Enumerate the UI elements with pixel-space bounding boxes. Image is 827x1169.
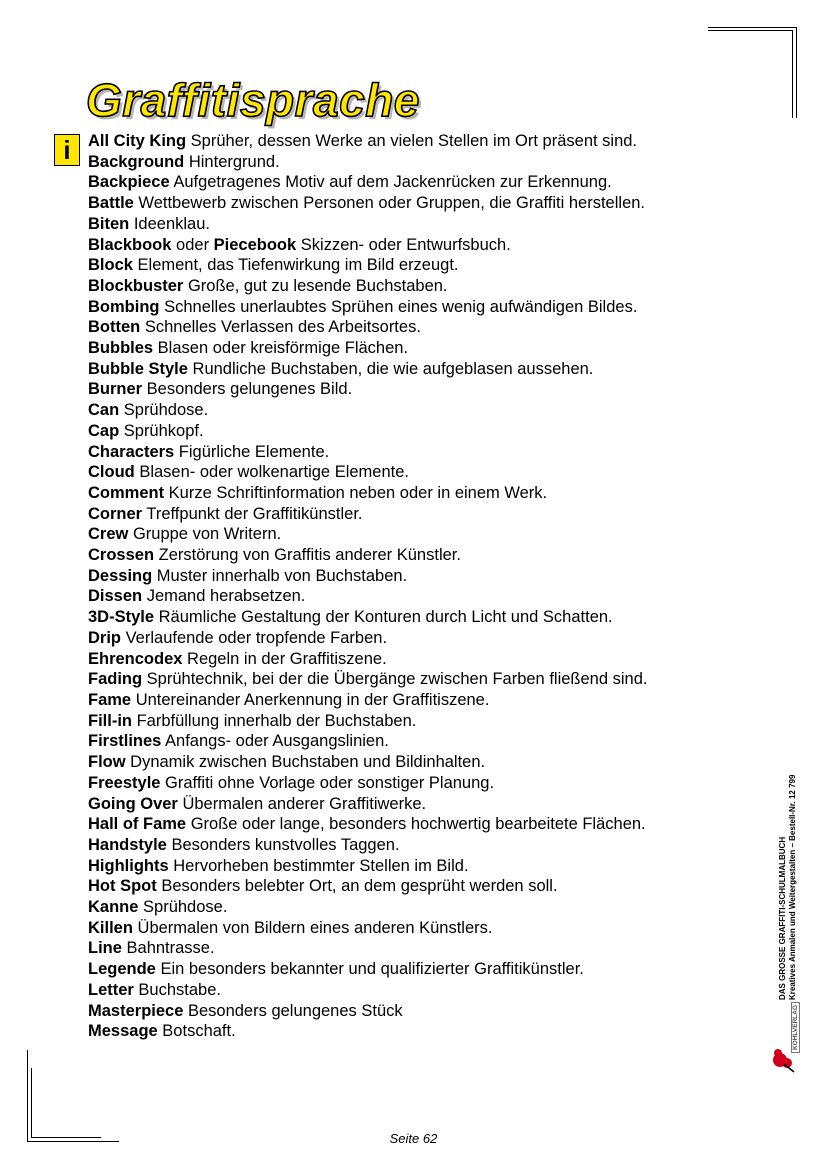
glossary-term: Dessing bbox=[88, 566, 153, 585]
glossary-term: Handstyle bbox=[88, 835, 167, 854]
glossary-entry bbox=[88, 524, 748, 545]
glossary-term: Characters bbox=[88, 442, 175, 461]
glossary-definition: Jemand herabsetzen. bbox=[142, 587, 306, 606]
glossary-entry bbox=[88, 359, 748, 380]
glossary-term: Corner bbox=[88, 504, 143, 523]
glossary-definition: Buchstabe. bbox=[133, 980, 221, 999]
glossary-definition: Bahntrasse. bbox=[121, 939, 215, 958]
glossary-entry bbox=[88, 897, 748, 918]
glossary-definition: Schnelles Verlassen des Arbeitsortes. bbox=[140, 318, 421, 337]
glossary-entry bbox=[88, 172, 748, 193]
glossary-entry bbox=[88, 338, 748, 359]
glossary-entry bbox=[88, 669, 748, 690]
glossary-entry bbox=[88, 814, 748, 835]
glossary-definition: Rundliche Buchstaben, die wie aufgeblasen aussehen. bbox=[187, 359, 594, 378]
glossary-term: All City King bbox=[88, 132, 187, 150]
glossary-term: Blackbook bbox=[88, 235, 172, 254]
info-icon: i bbox=[54, 134, 80, 166]
glossary-entry bbox=[88, 649, 748, 670]
glossary-entry bbox=[88, 752, 748, 773]
glossary-entry bbox=[88, 462, 748, 483]
book-sidebar bbox=[778, 700, 798, 1000]
glossary-term: Flow bbox=[88, 753, 126, 772]
glossary-term: Block bbox=[88, 256, 133, 275]
glossary-term: Can bbox=[88, 401, 120, 420]
glossary-definition: Übermalen anderer Graffitiwerke. bbox=[177, 794, 427, 813]
book-series-title: DAS GROSSE GRAFFITI-SCHULMALBUCH bbox=[778, 836, 787, 1000]
glossary-entry bbox=[88, 959, 748, 980]
corner-frame-bottom-v1 bbox=[27, 1050, 28, 1142]
glossary-list bbox=[88, 131, 748, 1042]
glossary-term: Crossen bbox=[88, 546, 155, 565]
glossary-definition: Zerstörung von Graffitis anderer Künstler. bbox=[154, 546, 461, 565]
glossary-entry bbox=[88, 379, 748, 400]
glossary-term: Botten bbox=[88, 318, 141, 337]
glossary-term: Blockbuster bbox=[88, 276, 184, 295]
glossary-definition: Treffpunkt der Graffitikünstler. bbox=[142, 504, 363, 523]
glossary-term: Comment bbox=[88, 483, 165, 502]
glossary-definition: Übermalen von Bildern eines anderen Künstlers. bbox=[132, 918, 493, 937]
corner-frame-top-h1 bbox=[708, 27, 796, 28]
glossary-term: Masterpiece bbox=[88, 1001, 184, 1020]
glossary-term: Biten bbox=[88, 214, 130, 233]
glossary-term: Letter bbox=[88, 980, 134, 999]
glossary-entry bbox=[88, 255, 748, 276]
glossary-definition: Besonders gelungenes Stück bbox=[183, 1001, 403, 1020]
glossary-entry bbox=[88, 131, 748, 152]
glossary-definition: Farbfüllung innerhalb der Buchstaben. bbox=[132, 711, 417, 730]
glossary-term: Kanne bbox=[88, 898, 139, 917]
page-number: Seite 62 bbox=[389, 1131, 438, 1146]
glossary-definition: Große, gut zu lesende Buchstaben. bbox=[183, 276, 448, 295]
glossary-definition: Sprühdose. bbox=[138, 898, 228, 917]
glossary-definition: Besonders kunstvolles Taggen. bbox=[166, 835, 400, 854]
glossary-entry bbox=[88, 731, 748, 752]
publisher-logo-text: KOHLVERLAG bbox=[792, 1001, 801, 1052]
glossary-definition: Verlaufende oder tropfende Farben. bbox=[121, 628, 388, 647]
glossary-definition: Gruppe von Writern. bbox=[128, 525, 282, 544]
glossary-entry bbox=[88, 773, 748, 794]
glossary-term: Dissen bbox=[88, 587, 143, 606]
glossary-term: Bombing bbox=[88, 297, 160, 316]
glossary-entry bbox=[88, 442, 748, 463]
glossary-term: Drip bbox=[88, 628, 121, 647]
glossary-term: Cloud bbox=[88, 463, 135, 482]
glossary-entry bbox=[88, 504, 748, 525]
glossary-definition: Hintergrund. bbox=[184, 152, 280, 171]
glossary-term: Fame bbox=[88, 690, 132, 709]
glossary-definition: Schnelles unerlaubtes Sprühen eines wenig aufwändigen Bildes. bbox=[159, 297, 638, 316]
glossary-entry bbox=[88, 483, 748, 504]
glossary-entry bbox=[88, 317, 748, 338]
glossary-definition: Ein besonders bekannter und qualifizierter Graffitikünstler. bbox=[155, 960, 584, 979]
glossary-entry bbox=[88, 628, 748, 649]
glossary-term: Going Over bbox=[88, 794, 178, 813]
glossary-entry bbox=[88, 1001, 748, 1022]
glossary-definition: Muster innerhalb von Buchstaben. bbox=[152, 566, 408, 585]
glossary-term: Line bbox=[88, 939, 122, 958]
glossary-entry bbox=[88, 794, 748, 815]
glossary-definition: Besonders gelungenes Bild. bbox=[142, 380, 353, 399]
corner-frame-top-v1 bbox=[796, 27, 797, 118]
glossary-entry bbox=[88, 235, 748, 256]
glossary-term: Firstlines bbox=[88, 732, 162, 751]
glossary-definition: Wettbewerb zwischen Personen oder Gruppen, die Graffiti herstellen. bbox=[133, 194, 646, 213]
glossary-entry bbox=[88, 690, 748, 711]
glossary-entry bbox=[88, 607, 748, 628]
glossary-definition: Graffiti ohne Vorlage oder sonstiger Planung. bbox=[160, 773, 495, 792]
glossary-term: Bubbles bbox=[88, 339, 154, 358]
glossary-term: 3D-Style bbox=[88, 608, 155, 627]
glossary-definition: Sprühtechnik, bei der die Übergänge zwischen Farben fließend sind. bbox=[142, 670, 648, 689]
publisher-logo bbox=[770, 1004, 804, 1074]
glossary-entry bbox=[88, 421, 748, 442]
glossary-definition: Sprühdose. bbox=[119, 401, 209, 420]
glossary-entry bbox=[88, 856, 748, 877]
glossary-definition: Ideenklau. bbox=[129, 214, 210, 233]
glossary-term: Fill-in bbox=[88, 711, 132, 730]
glossary-entry bbox=[88, 586, 748, 607]
page-title: Graffitisprache bbox=[86, 74, 420, 126]
glossary-entry bbox=[88, 1021, 748, 1042]
glossary-entry bbox=[88, 297, 748, 318]
glossary-entry bbox=[88, 711, 748, 732]
glossary-definition: Aufgetragenes Motiv auf dem Jackenrücken zur Erkennung. bbox=[169, 173, 612, 192]
glossary-term: Fading bbox=[88, 670, 143, 689]
corner-frame-bottom-v2 bbox=[31, 1068, 32, 1138]
glossary-entry bbox=[88, 835, 748, 856]
glossary-term: Legende bbox=[88, 960, 156, 979]
glossary-entry bbox=[88, 918, 748, 939]
glossary-entry bbox=[88, 566, 748, 587]
corner-frame-top-h2 bbox=[708, 30, 792, 31]
glossary-connector: oder bbox=[171, 235, 214, 254]
glossary-definition: Blasen oder kreisförmige Flächen. bbox=[153, 339, 409, 358]
glossary-definition: Element, das Tiefenwirkung im Bild erzeugt. bbox=[132, 256, 459, 275]
glossary-term: Bubble Style bbox=[88, 359, 188, 378]
glossary-definition: Untereinander Anerkennung in der Graffitiszene. bbox=[131, 690, 490, 709]
glossary-definition: Große oder lange, besonders hochwertig bearbeitete Flächen. bbox=[186, 815, 646, 834]
glossary-definition: Regeln in der Graffitiszene. bbox=[182, 649, 387, 668]
glossary-term: Message bbox=[88, 1022, 158, 1041]
glossary-term: Freestyle bbox=[88, 773, 161, 792]
glossary-definition: Sprühkopf. bbox=[119, 421, 204, 440]
glossary-term: Piecebook bbox=[213, 235, 297, 254]
glossary-term: Hot Spot bbox=[88, 877, 157, 896]
glossary-definition: Blasen- oder wolkenartige Elemente. bbox=[134, 463, 409, 482]
glossary-term: Burner bbox=[88, 380, 143, 399]
glossary-entry bbox=[88, 193, 748, 214]
glossary-definition: Besonders belebter Ort, an dem gesprüht werden soll. bbox=[156, 877, 558, 896]
glossary-definition: Anfangs- oder Ausgangslinien. bbox=[161, 732, 389, 751]
glossary-definition: Kurze Schriftinformation neben oder in einem Werk. bbox=[164, 483, 548, 502]
glossary-term: Killen bbox=[88, 918, 133, 937]
glossary-term: Battle bbox=[88, 194, 134, 213]
glossary-entry bbox=[88, 152, 748, 173]
glossary-term: Hall of Fame bbox=[88, 815, 187, 834]
glossary-entry bbox=[88, 400, 748, 421]
book-subtitle-order-number: Kreatives Anmalen und Weitergestalten – Bestell-Nr. 12 799 bbox=[788, 774, 797, 1000]
glossary-term: Background bbox=[88, 152, 185, 171]
glossary-definition: Figürliche Elemente. bbox=[174, 442, 330, 461]
glossary-entry bbox=[88, 876, 748, 897]
glossary-entry bbox=[88, 214, 748, 235]
glossary-entry bbox=[88, 980, 748, 1001]
glossary-term: Cap bbox=[88, 421, 120, 440]
glossary-definition: Hervorheben bestimmter Stellen im Bild. bbox=[168, 856, 469, 875]
glossary-definition: Räumliche Gestaltung der Konturen durch Licht und Schatten. bbox=[154, 608, 613, 627]
glossary-term: Crew bbox=[88, 525, 129, 544]
glossary-definition: Dynamik zwischen Buchstaben und Bildinhalten. bbox=[125, 753, 486, 772]
glossary-entry bbox=[88, 545, 748, 566]
glossary-definition: Botschaft. bbox=[157, 1022, 236, 1041]
glossary-term: Highlights bbox=[88, 856, 169, 875]
glossary-term: Ehrencodex bbox=[88, 649, 183, 668]
glossary-entry bbox=[88, 938, 748, 959]
glossary-definition: Sprüher, dessen Werke an vielen Stellen im Ort präsent sind. bbox=[186, 132, 638, 150]
glossary-term: Backpiece bbox=[88, 173, 170, 192]
glossary-entry bbox=[88, 276, 748, 297]
corner-frame-top-v2 bbox=[792, 30, 793, 118]
glossary-definition: Skizzen- oder Entwurfsbuch. bbox=[296, 235, 511, 254]
